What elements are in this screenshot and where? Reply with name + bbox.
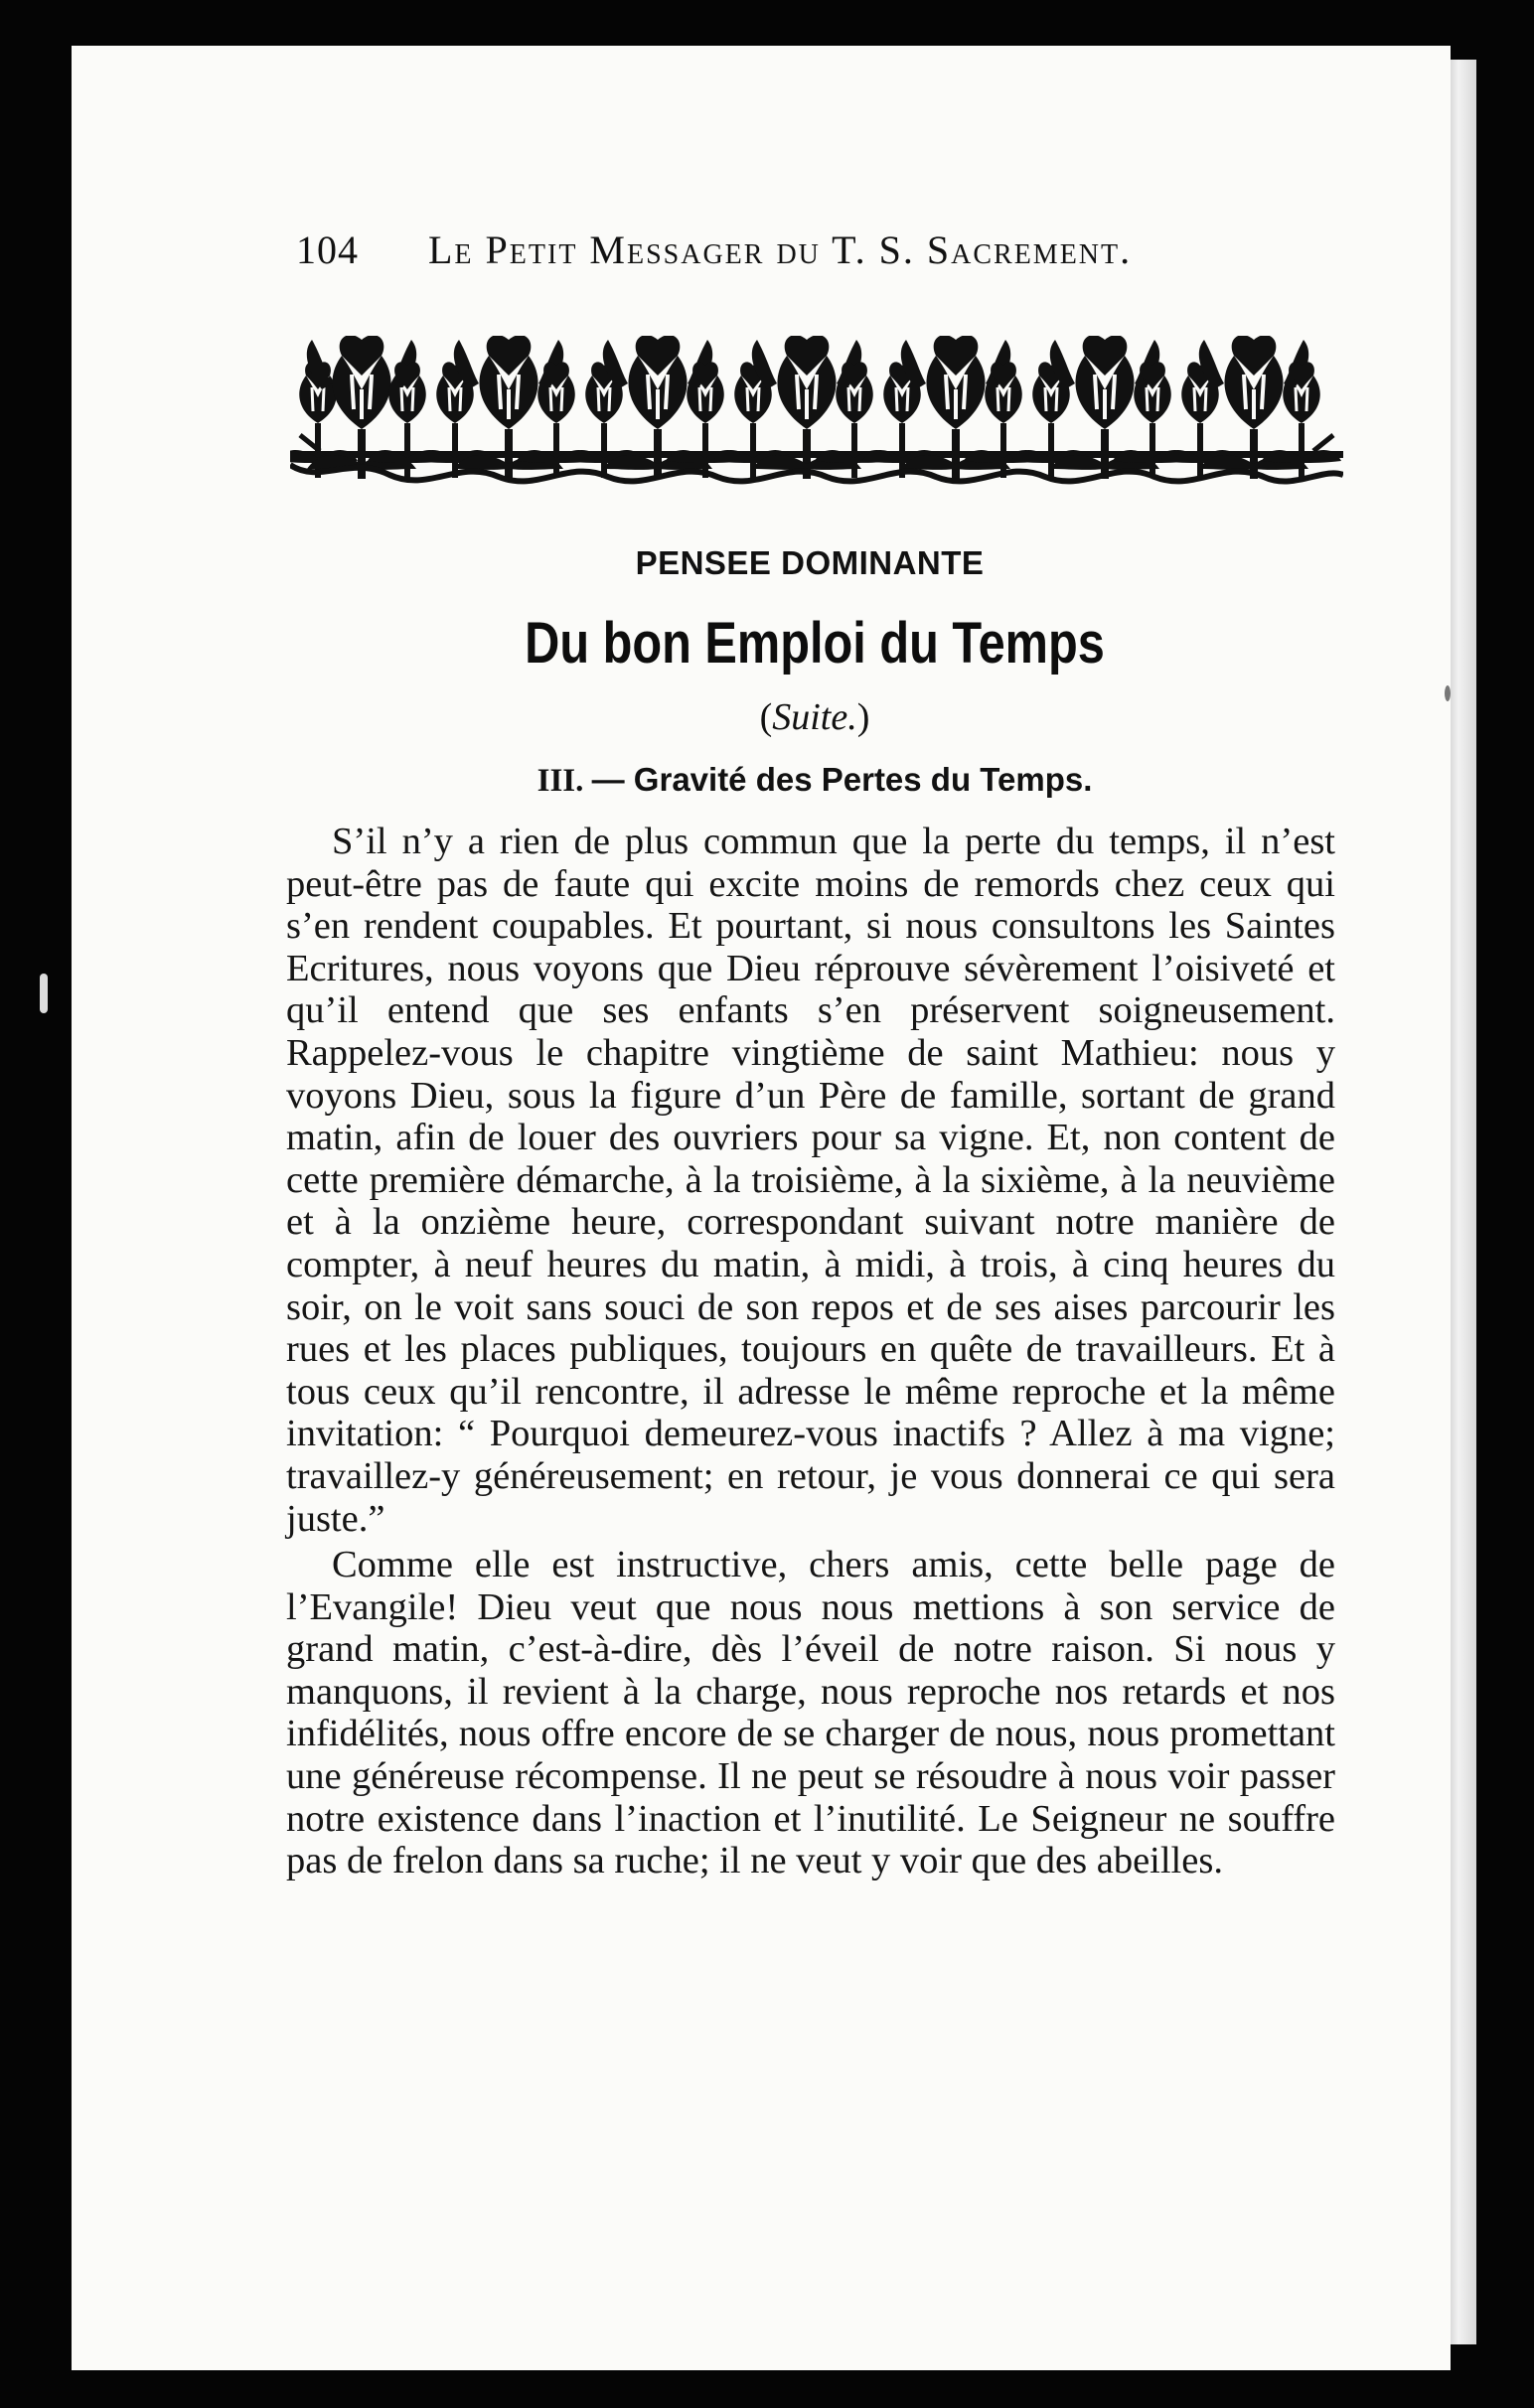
adjacent-page-edge	[1447, 60, 1476, 2344]
scan-speck	[1445, 685, 1451, 701]
page-number: 104	[296, 227, 359, 272]
running-title: Le Petit Messager du T. S. Sacrement.	[428, 227, 1133, 272]
running-head	[296, 226, 1280, 286]
subheading-text: — Gravité des Pertes du Temps.	[591, 761, 1093, 798]
section-subheading	[0, 761, 1534, 800]
article-title: Du bon Emploi du Temps	[525, 611, 1105, 676]
body-text	[286, 821, 1335, 1882]
subheading-number: III.	[537, 763, 584, 799]
section-label: PENSEE DOMINANTE	[635, 544, 985, 581]
scan-speck	[40, 974, 48, 1013]
paragraph: S’il n’y a rien de plus commun que la perte du temps, il n’est peut-être pas de faute qui excite moins de remords chez ceux qui s’en rendent coupables. Et pourtant, si nous consultons les Saintes Ecritures, nous voyons que Dieu réprouve sévèrement l’oisiveté et qu’il entend que ses enfants s’en préservent soigneusement. Rappelez-vous le chapitre vingtième de saint Mathieu: nous y voyons Dieu, sous la figure d’un Père de famille, sortant de grand matin, afin de louer des ouvriers pour sa vigne. Et, non content de cette première démarche, à la troisième, à la sixième, à la neuvième et à la onzième heure, correspondant suivant notre manière de compter, à neuf heures du matin, à midi, à trois, à cinq heures du soir, on le voit sans souci de son repos et de ses aises parcourir les rues et les places publiques, toujours en quête de travailleurs. Et à tous ceux qu’il rencontre, il adresse le même reproche et la même invitation: “ Pourquoi demeurez-vous inactifs ? Allez à ma vigne; travaillez-y généreusement; en retour, je vous donnerai ce qui sera juste.”	[286, 821, 1335, 1540]
subtitle-text: Suite.	[772, 696, 857, 738]
article-subtitle: (Suite.)	[759, 696, 870, 738]
paragraph: Comme elle est instructive, chers amis, cette belle page de l’Evangile! Dieu veut que nous nous mettions à son service de grand matin, c’est-à-dire, dès l’éveil de notre raison. Si nous y manquons, il revient à la charge, nous reproche nos retards et nos infidélités, nous offre encore de se charger de nous, nous promettant une généreuse récompense. Il ne peut se résoudre à nous voir passer notre existence dans l’inaction et l’inutilité. Le Seigneur ne souffre pas de frelon dans sa ruche; il ne veut y voir que des abeilles.	[286, 1544, 1335, 1882]
floral-ornament-band	[290, 336, 1343, 503]
